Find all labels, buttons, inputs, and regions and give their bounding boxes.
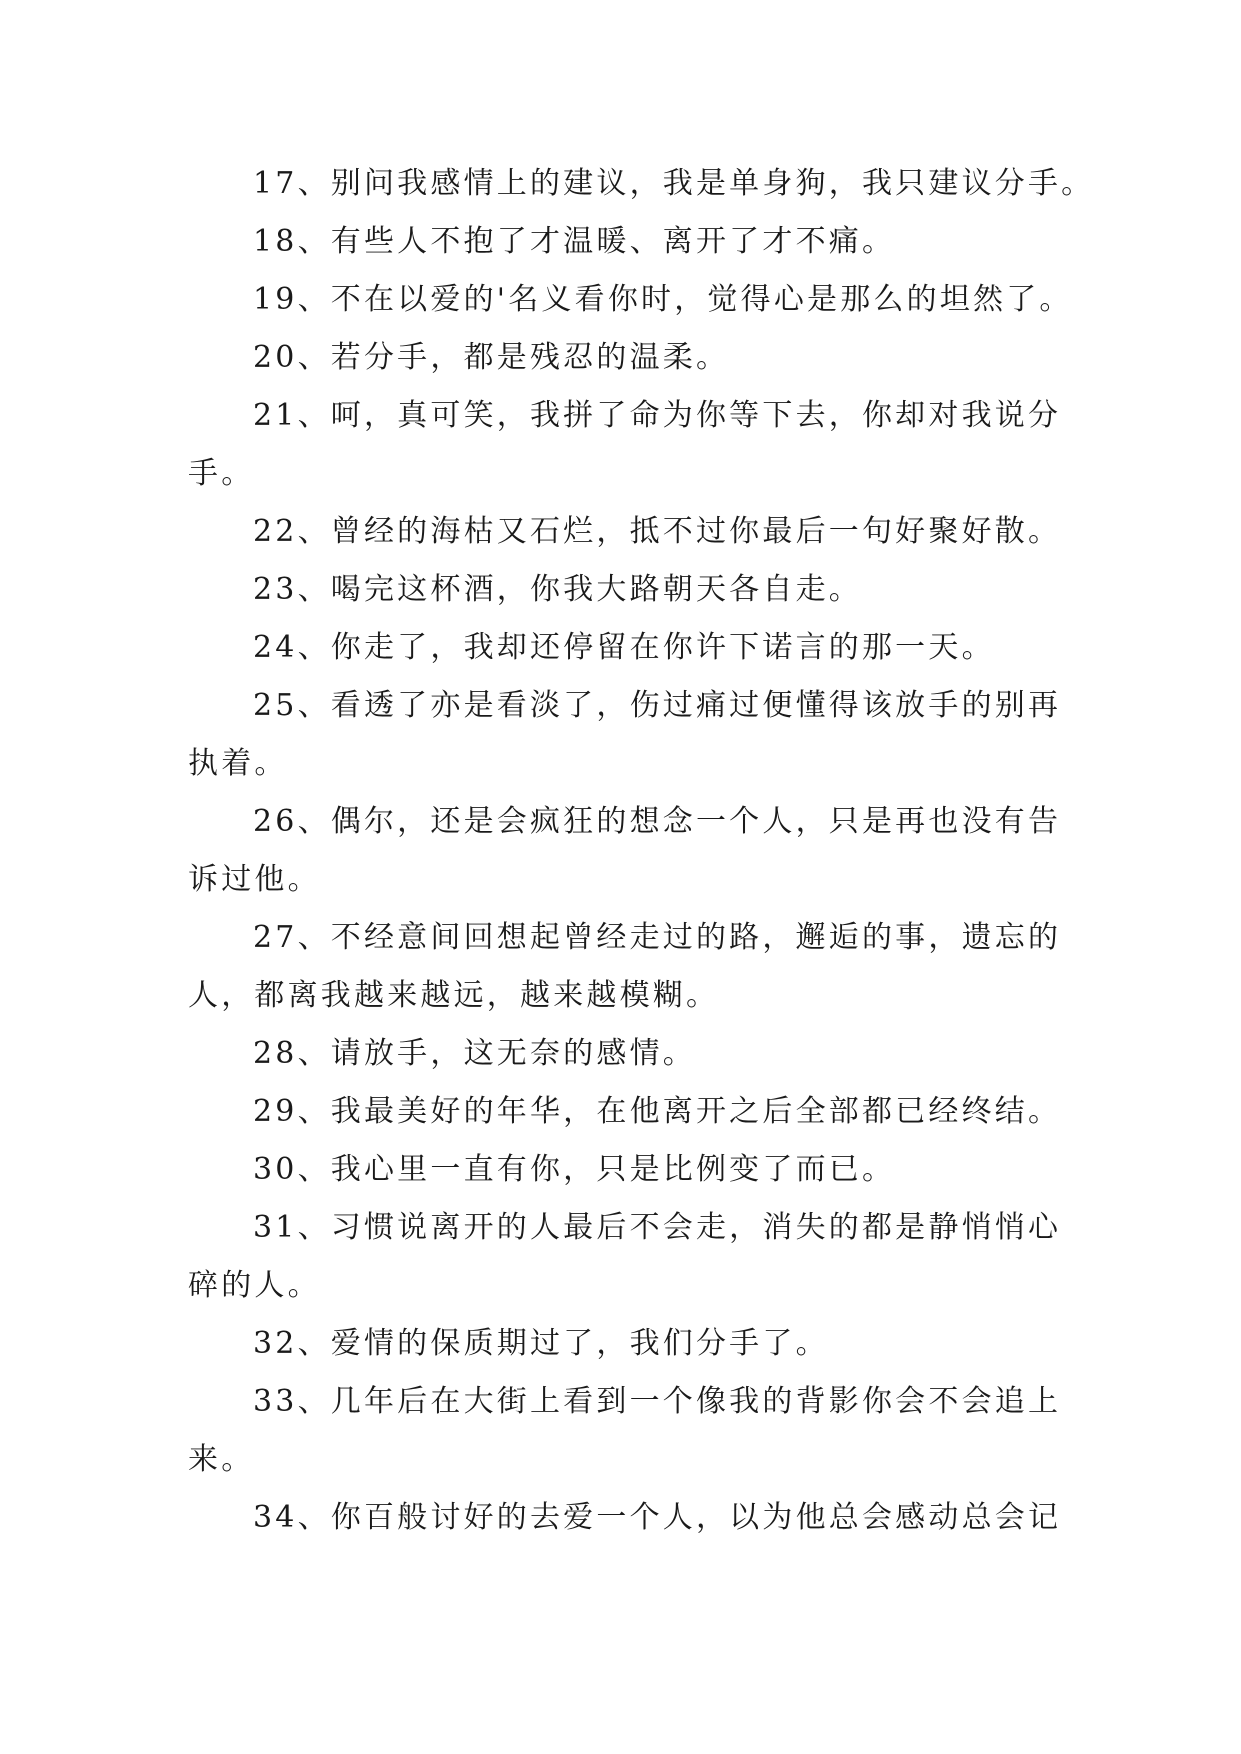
text-line: 33、几年后在大街上看到一个像我的背影你会不会追上 — [253, 1384, 1062, 1419]
text-line: 21、呵，真可笑，我拼了命为你等下去，你却对我说分 — [253, 398, 1062, 433]
text-line: 28、请放手，这无奈的感情。 — [253, 1036, 696, 1071]
text-line: 27、不经意间回想起曾经走过的路，邂逅的事，遗忘的 — [253, 920, 1062, 955]
text-line: 17、别问我感情上的建议，我是单身狗，我只建议分手。 — [253, 166, 1095, 201]
text-line: 25、看透了亦是看淡了，伤过痛过便懂得该放手的别再 — [253, 688, 1062, 723]
text-line: 19、不在以爱的'名义看你时，觉得心是那么的坦然了。 — [253, 282, 1073, 317]
text-line: 20、若分手，都是残忍的温柔。 — [253, 340, 730, 375]
text-line: 手。 — [188, 456, 255, 491]
text-line: 29、我最美好的年华，在他离开之后全部都已经终结。 — [253, 1094, 1062, 1129]
text-line: 30、我心里一直有你，只是比例变了而已。 — [253, 1152, 896, 1187]
text-line: 26、偶尔，还是会疯狂的想念一个人，只是再也没有告 — [253, 804, 1062, 839]
text-line: 执着。 — [188, 746, 288, 781]
text-line: 32、爱情的保质期过了，我们分手了。 — [253, 1326, 829, 1361]
text-line: 碎的人。 — [188, 1268, 321, 1303]
text-line: 诉过他。 — [188, 862, 321, 897]
text-line: 34、你百般讨好的去爱一个人，以为他总会感动总会记 — [253, 1500, 1062, 1535]
text-line: 24、你走了，我却还停留在你许下诺言的那一天。 — [253, 630, 995, 665]
text-line: 人，都离我越来越远，越来越模糊。 — [188, 978, 720, 1013]
text-line: 31、习惯说离开的人最后不会走，消失的都是静悄悄心 — [253, 1210, 1062, 1245]
text-line: 23、喝完这杯酒，你我大路朝天各自走。 — [253, 572, 862, 607]
text-line: 22、曾经的海枯又石烂，抵不过你最后一句好聚好散。 — [253, 514, 1062, 549]
text-line: 来。 — [188, 1442, 255, 1477]
text-line: 18、有些人不抱了才温暖、离开了才不痛。 — [253, 224, 896, 259]
